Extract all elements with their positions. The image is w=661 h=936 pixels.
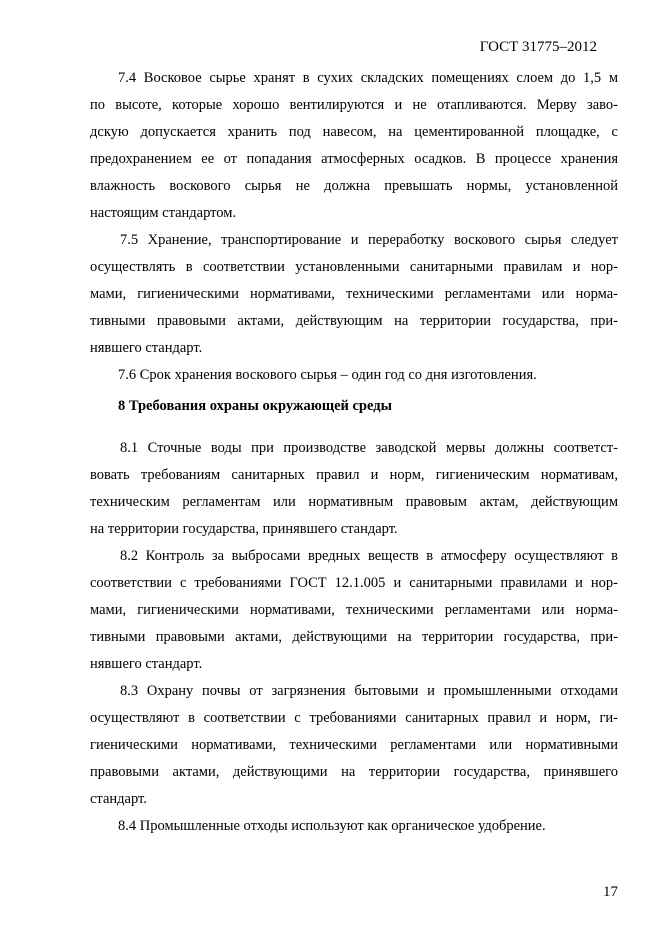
text-line: на территории государства, принявшего стандарт. bbox=[90, 521, 398, 537]
text-line: техническим регламентам или нормативным правовым актам, действующим bbox=[90, 494, 618, 510]
text-line: дскую допускается хранить под навесом, на цементированной площадке, с bbox=[90, 124, 618, 140]
text-line: тивными правовыми актами, действующими на территории государства, при- bbox=[90, 629, 618, 645]
text-line: 8.4 Промышленные отходы используют как органическое удобрение. bbox=[118, 818, 546, 834]
text-line: мами, гигиеническими нормативами, техническими регламентами или норма- bbox=[90, 602, 618, 618]
document-code: ГОСТ 31775–2012 bbox=[479, 39, 597, 55]
section-heading: 8 Требования охраны окружающей среды bbox=[118, 398, 392, 414]
text-line: вовать требованиям санитарных правил и норм, гигиеническим нормативам, bbox=[90, 467, 618, 483]
text-line: стандарт. bbox=[90, 791, 147, 807]
text-line: предохранением ее от попадания атмосферных осадков. В процессе хранения bbox=[90, 151, 618, 167]
text-line: тивными правовыми актами, действующим на территории государства, при- bbox=[90, 313, 618, 329]
text-line: 7.6 Срок хранения воскового сырья – один год со дня изготовления. bbox=[118, 367, 537, 383]
text-line: осуществлять в соответствии установленными санитарными правилам и нор- bbox=[90, 259, 618, 275]
text-line: 8.2 Контроль за выбросами вредных веществ в атмосферу осуществляют в bbox=[120, 548, 618, 564]
text-line: 8.1 Сточные воды при производстве заводской мервы должны соответст- bbox=[120, 440, 618, 456]
text-line: настоящим стандартом. bbox=[90, 205, 237, 221]
text-line: 7.5 Хранение, транспортирование и переработку воскового сырья следует bbox=[120, 232, 618, 248]
text-line: нявшего стандарт. bbox=[90, 656, 203, 672]
text-line: мами, гигиеническими нормативами, техническими регламентами или норма- bbox=[90, 286, 618, 302]
text-line: гиеническими нормативами, техническими регламентами или нормативными bbox=[90, 737, 618, 753]
text-line: нявшего стандарт. bbox=[90, 340, 203, 356]
text-line: 7.4 Восковое сырье хранят в сухих складских помещениях слоем до 1,5 м bbox=[118, 70, 618, 86]
text-line: правовыми актами, действующими на территории государства, принявшего bbox=[90, 764, 618, 780]
text-line: соответствии с требованиями ГОСТ 12.1.005 и санитарными правилами и нор- bbox=[90, 575, 618, 591]
text-line: 8.3 Охрану почвы от загрязнения бытовыми и промышленными отходами bbox=[120, 683, 618, 699]
page-number: 17 bbox=[603, 884, 618, 900]
text-line: по высоте, которые хорошо вентилируются и не отапливаются. Мерву заво- bbox=[90, 97, 618, 113]
text-line: влажность воскового сырья не должна превышать нормы, установленной bbox=[90, 178, 618, 194]
text-line: осуществляют в соответствии с требованиями санитарных правил и норм, ги- bbox=[90, 710, 618, 726]
